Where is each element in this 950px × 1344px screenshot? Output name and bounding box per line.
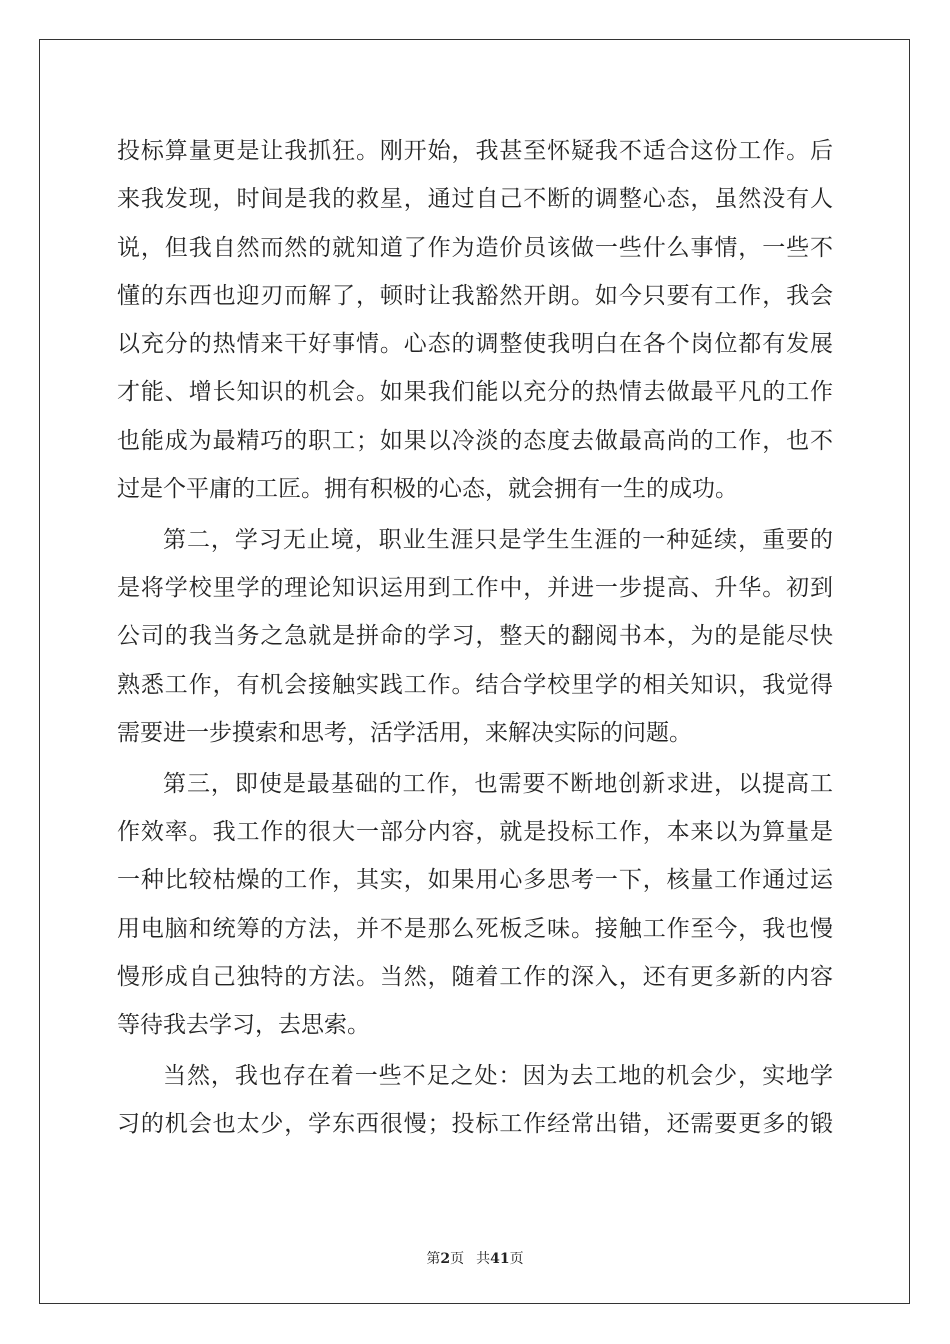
- text-line: 慢形成自己独特的方法。当然，随着工作的深入，还有更多新的内容: [117, 964, 833, 991]
- text-line: 需要进一步摸索和思考，活学活用，来解决实际的问题。: [117, 720, 692, 747]
- text-line: 也能成为最精巧的职工；如果以冷淡的态度去做最高尚的工作，也不: [117, 427, 833, 454]
- text-line: 习的机会也太少，学东西很慢；投标工作经常出错，还需要更多的锻: [117, 1111, 833, 1138]
- page-number: 2: [440, 1251, 451, 1267]
- text-line: 是将学校里学的理论知识运用到工作中，并进一步提高、升华。初到: [117, 575, 833, 602]
- text-line: 懂的东西也迎刃而解了，顿时让我豁然开朗。如今只要有工作，我会: [117, 282, 833, 309]
- text-line: 熟悉工作，有机会接触实践工作。结合学校里学的相关知识，我觉得: [117, 671, 833, 698]
- text-line: 公司的我当务之急就是拼命的学习，整天的翻阅书本，为的是能尽快: [117, 623, 833, 650]
- paragraph-first-line: 当然，我也存在着一些不足之处：因为去工地的机会少，实地学: [163, 1063, 833, 1090]
- text-line: 等待我去学习，去思索。: [117, 1012, 370, 1039]
- paragraph-first-line: 第二，学习无止境，职业生涯只是学生生涯的一种延续，重要的: [163, 526, 833, 553]
- page-prefix: 第: [426, 1251, 441, 1267]
- total-suffix: 页: [509, 1251, 524, 1267]
- document-body: [117, 127, 833, 1149]
- page-total: 41: [490, 1251, 510, 1267]
- text-line: 来我发现，时间是我的救星，通过自己不断的调整心态，虽然没有人: [117, 186, 833, 213]
- text-line: 用电脑和统筹的方法，并不是那么死板乏味。接触工作至今，我也慢: [117, 915, 833, 942]
- page-mid: 页: [450, 1251, 465, 1267]
- text-line: 过是个平庸的工匠。拥有积极的心态，就会拥有一生的成功。: [117, 476, 738, 503]
- text-line: 一种比较枯燥的工作，其实，如果用心多思考一下，核量工作通过运: [117, 867, 833, 894]
- total-prefix: 共: [476, 1251, 491, 1267]
- text-line: 说，但我自然而然的就知道了作为造价员该做一些什么事情，一些不: [117, 234, 833, 261]
- text-line: 投标算量更是让我抓狂。刚开始，我甚至怀疑我不适合这份工作。后: [117, 138, 833, 164]
- text-line: 以充分的热情来干好事情。心态的调整使我明白在各个岗位都有发展: [117, 331, 833, 358]
- paragraph-first-line: 第三，即使是最基础的工作，也需要不断地创新求进，以提高工: [163, 770, 833, 797]
- text-line: 才能、增长知识的机会。如果我们能以充分的热情去做最平凡的工作: [117, 379, 833, 406]
- text-line: 作效率。我工作的很大一部分内容，就是投标工作，本来以为算量是: [117, 819, 833, 846]
- page-footer: [0, 1248, 950, 1268]
